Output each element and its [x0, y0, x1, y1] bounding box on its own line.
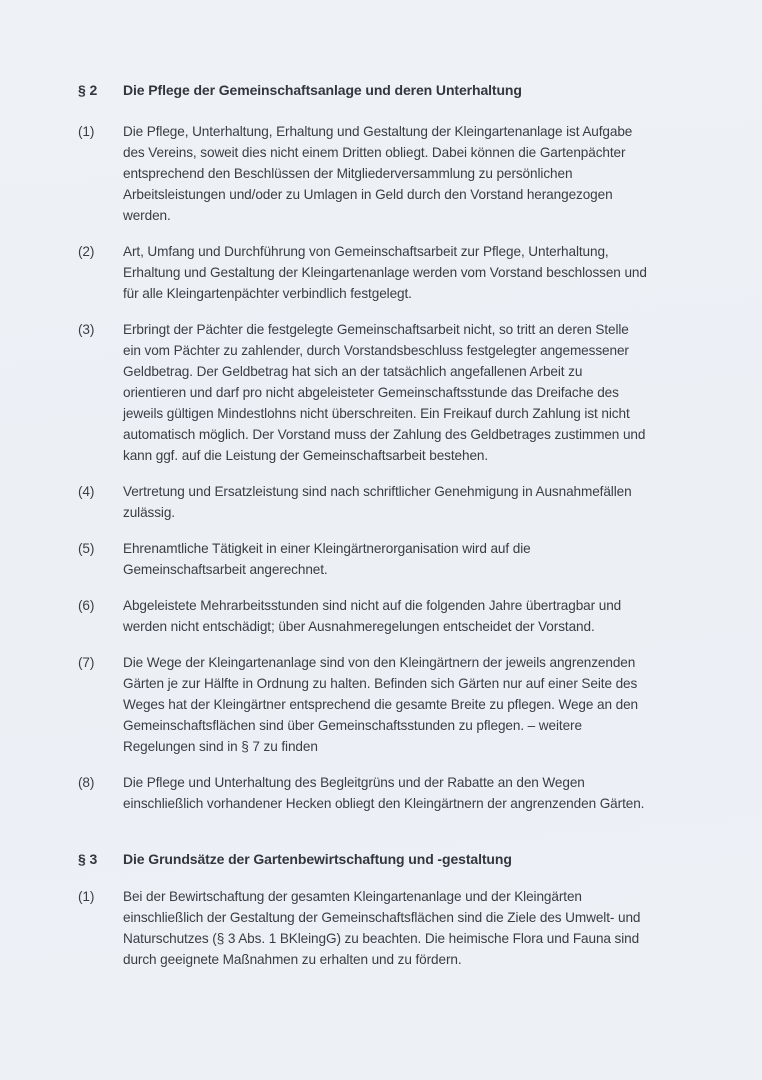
section-number: § 2: [78, 82, 98, 98]
paragraph-number: (1): [78, 889, 95, 904]
paragraph-number: (6): [78, 598, 95, 613]
paragraph: [78, 595, 702, 637]
paragraph: [78, 481, 702, 523]
paragraph-number: (4): [78, 484, 95, 499]
paragraph-number: (7): [78, 655, 95, 670]
paragraph-text: Art, Umfang und Durchführung von Gemeinschaftsarbeit zur Pflege, Unterhaltung, Erhaltung und Gestaltung der Kleingartenanlage werden vom Vorstand beschlossen und für alle Kleingartenpächter verbindlich festgelegt.: [123, 244, 647, 301]
paragraph-number: (8): [78, 775, 95, 790]
paragraph-text: Die Pflege und Unterhaltung des Begleitgrüns und der Rabatte an den Wegen einschließlich vorhandener Hecken obliegt den Kleingärtnern der angrenzenden Gärten.: [123, 775, 645, 811]
paragraph-text: Vertretung und Ersatzleistung sind nach schriftlicher Genehmigung in Ausnahmefällen zulässig.: [123, 484, 632, 520]
paragraph: [78, 241, 702, 304]
section-number: § 3: [78, 851, 98, 867]
paragraph-text: Bei der Bewirtschaftung der gesamten Kleingartenanlage und der Kleingärten einschließlich der Gestaltung der Gemeinschaftsflächen sind die Ziele des Umwelt- und Naturschutzes (§ 3 Abs. 1 BKleingG) zu beachten. Die heimische Flora und Fauna sind durch geeignete Maßnahmen zu erhalten und zu fördern.: [123, 889, 641, 967]
paragraph: [78, 121, 702, 226]
paragraph-number: (2): [78, 244, 95, 259]
paragraph: [78, 886, 702, 970]
paragraph-number: (1): [78, 124, 95, 139]
paragraph-text: Die Pflege, Unterhaltung, Erhaltung und Gestaltung der Kleingartenanlage ist Aufgabe des Vereins, soweit dies nicht einem Dritten obliegt. Dabei können die Gartenpächter entsprechend den Beschlüssen der Mitgliederversammlung zu persönlichen Arbeitsleistungen und/oder zu Umlagen in Geld durch den Vorstand herangezogen werden.: [123, 124, 633, 223]
section-heading: [78, 849, 702, 870]
paragraph-text: Abgeleistete Mehrarbeitsstunden sind nicht auf die folgenden Jahre übertragbar und werden nicht entschädigt; über Ausnahmeregelungen entscheidet der Vorstand.: [123, 598, 622, 634]
section-title: Die Grundsätze der Gartenbewirtschaftung und -gestaltung: [123, 851, 512, 867]
paragraph: [78, 538, 702, 580]
paragraph: [78, 319, 702, 466]
paragraph: [78, 652, 702, 757]
paragraph-number: (3): [78, 322, 95, 337]
section-heading: [78, 80, 702, 101]
paragraph-text: Die Wege der Kleingartenanlage sind von den Kleingärtnern der jeweils angrenzenden Gärten je zur Hälfte in Ordnung zu halten. Befinden sich Gärten nur auf einer Seite des Weges hat der Kleingärtner entsprechend die gesamte Breite zu pflegen. Wege an den Gemeinschaftsflächen sind über Gemeinschaftsstunden zu pflegen. – weitere Regelungen sind in § 7 zu finden: [123, 655, 638, 754]
paragraph-number: (5): [78, 541, 95, 556]
paragraph-text: Ehrenamtliche Tätigkeit in einer Kleingärtnerorganisation wird auf die Gemeinschaftsarbeit angerechnet.: [123, 541, 531, 577]
section-title: Die Pflege der Gemeinschaftsanlage und deren Unterhaltung: [123, 82, 522, 98]
paragraph-text: Erbringt der Pächter die festgelegte Gemeinschaftsarbeit nicht, so tritt an deren Stelle ein vom Pächter zu zahlender, durch Vorstandsbeschluss festgelegter angemessener Geldbetrag. Der Geldbetrag hat sich an der tatsächlich angefallenen Arbeit zu orientieren und darf pro nicht abgeleisteter Gemeinschaftsstunde das Dreifache des jeweils gültigen Mindestlohns nicht überschreiten. Ein Freikauf durch Zahlung ist nicht automatisch möglich. Der Vorstand muss der Zahlung des Geldbetrages zustimmen und kann ggf. auf die Leistung der Gemeinschaftsarbeit bestehen.: [123, 322, 646, 463]
paragraph: [78, 772, 702, 814]
